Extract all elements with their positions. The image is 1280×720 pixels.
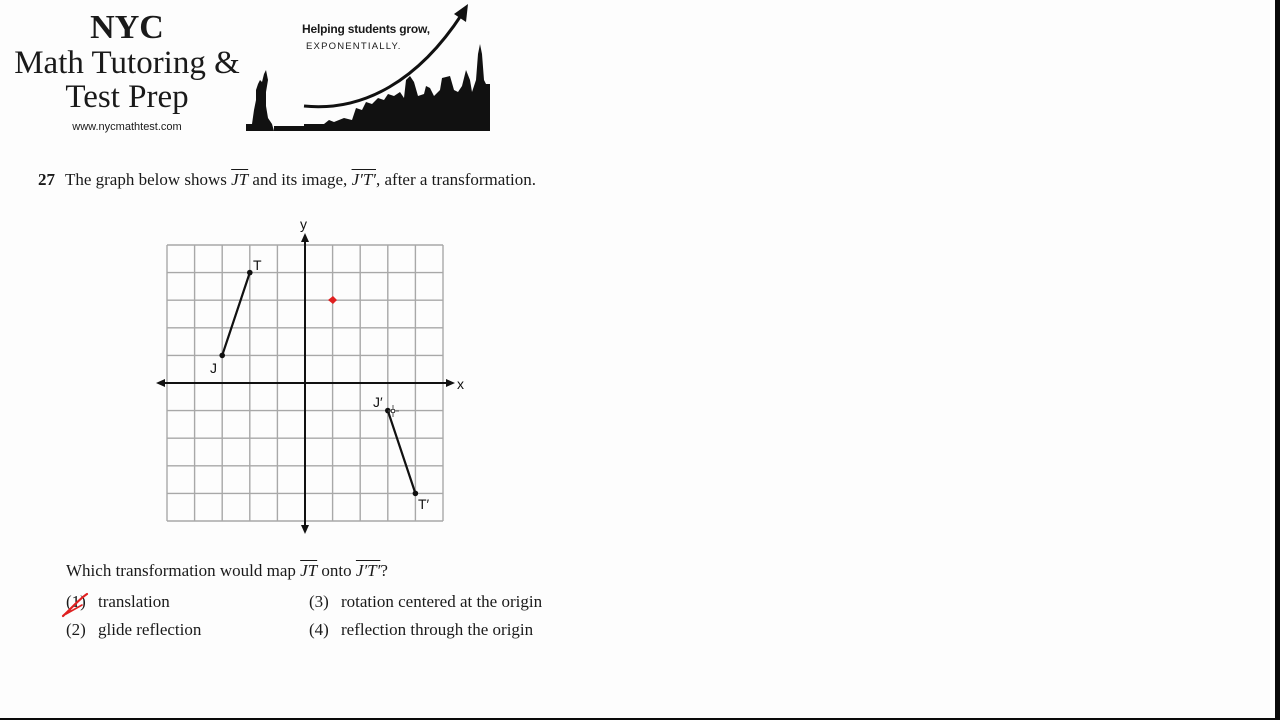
choice-label: translation xyxy=(98,592,170,611)
segment-jt-prime: J′T′ xyxy=(351,170,376,189)
question-stem xyxy=(38,170,536,190)
red-annotation-marker xyxy=(328,296,337,304)
point-j xyxy=(219,353,225,359)
y-axis-label: y xyxy=(300,216,307,232)
choice-number: (4) xyxy=(309,620,329,639)
logo-banner xyxy=(0,0,500,140)
label-j: J xyxy=(210,360,217,376)
prompt-text-after: ? xyxy=(380,561,388,580)
logo-subtitle-2: Test Prep xyxy=(65,79,189,115)
coordinate-graph xyxy=(150,210,480,540)
question-text-before: The graph below shows xyxy=(64,170,227,189)
prompt-text-before: Which transformation would map xyxy=(66,561,296,580)
choice-label: reflection through the origin xyxy=(341,620,534,639)
answer-choice-2[interactable] xyxy=(66,620,201,640)
question-text-middle: and its image, xyxy=(252,170,348,189)
choice-number: (2) xyxy=(66,620,86,639)
x-axis-label: x xyxy=(457,376,464,392)
axes xyxy=(156,233,455,534)
answer-choice-4[interactable] xyxy=(309,620,533,640)
right-edge-bar xyxy=(1275,0,1280,720)
nyc-skyline-icon xyxy=(244,0,494,135)
choice-number: (3) xyxy=(309,592,329,611)
question-number: 27 xyxy=(38,170,55,189)
choice-number: (1) xyxy=(66,592,86,611)
question-text-after: , after a transformation. xyxy=(376,170,537,189)
logo-url: www.nycmathtest.com xyxy=(72,121,182,133)
choice-label: glide reflection xyxy=(98,620,202,639)
prompt-text-middle: onto xyxy=(321,561,352,580)
point-t xyxy=(247,270,253,276)
question-prompt xyxy=(66,561,388,581)
segment-jt: $\overline{JT}$ xyxy=(231,170,249,189)
choice-label: rotation centered at the origin xyxy=(341,592,543,611)
answer-choice-3[interactable] xyxy=(309,592,542,612)
logo-subtitle-1: Math Tutoring & xyxy=(14,45,240,81)
label-t: T xyxy=(253,257,262,273)
tagline-line-2: EXPONENTIALLY. xyxy=(306,41,402,52)
prompt-segment-jt-prime: J′T′ xyxy=(355,561,381,580)
prompt-segment-jt: $\overline{JT}$ xyxy=(300,561,318,580)
logo-title: NYC xyxy=(90,9,164,46)
red-strikethrough-mark xyxy=(60,592,90,618)
tagline-line-1: Helping students grow, xyxy=(302,22,430,36)
label-j-prime: J′ xyxy=(373,394,383,410)
label-t-prime: T′ xyxy=(418,496,430,512)
